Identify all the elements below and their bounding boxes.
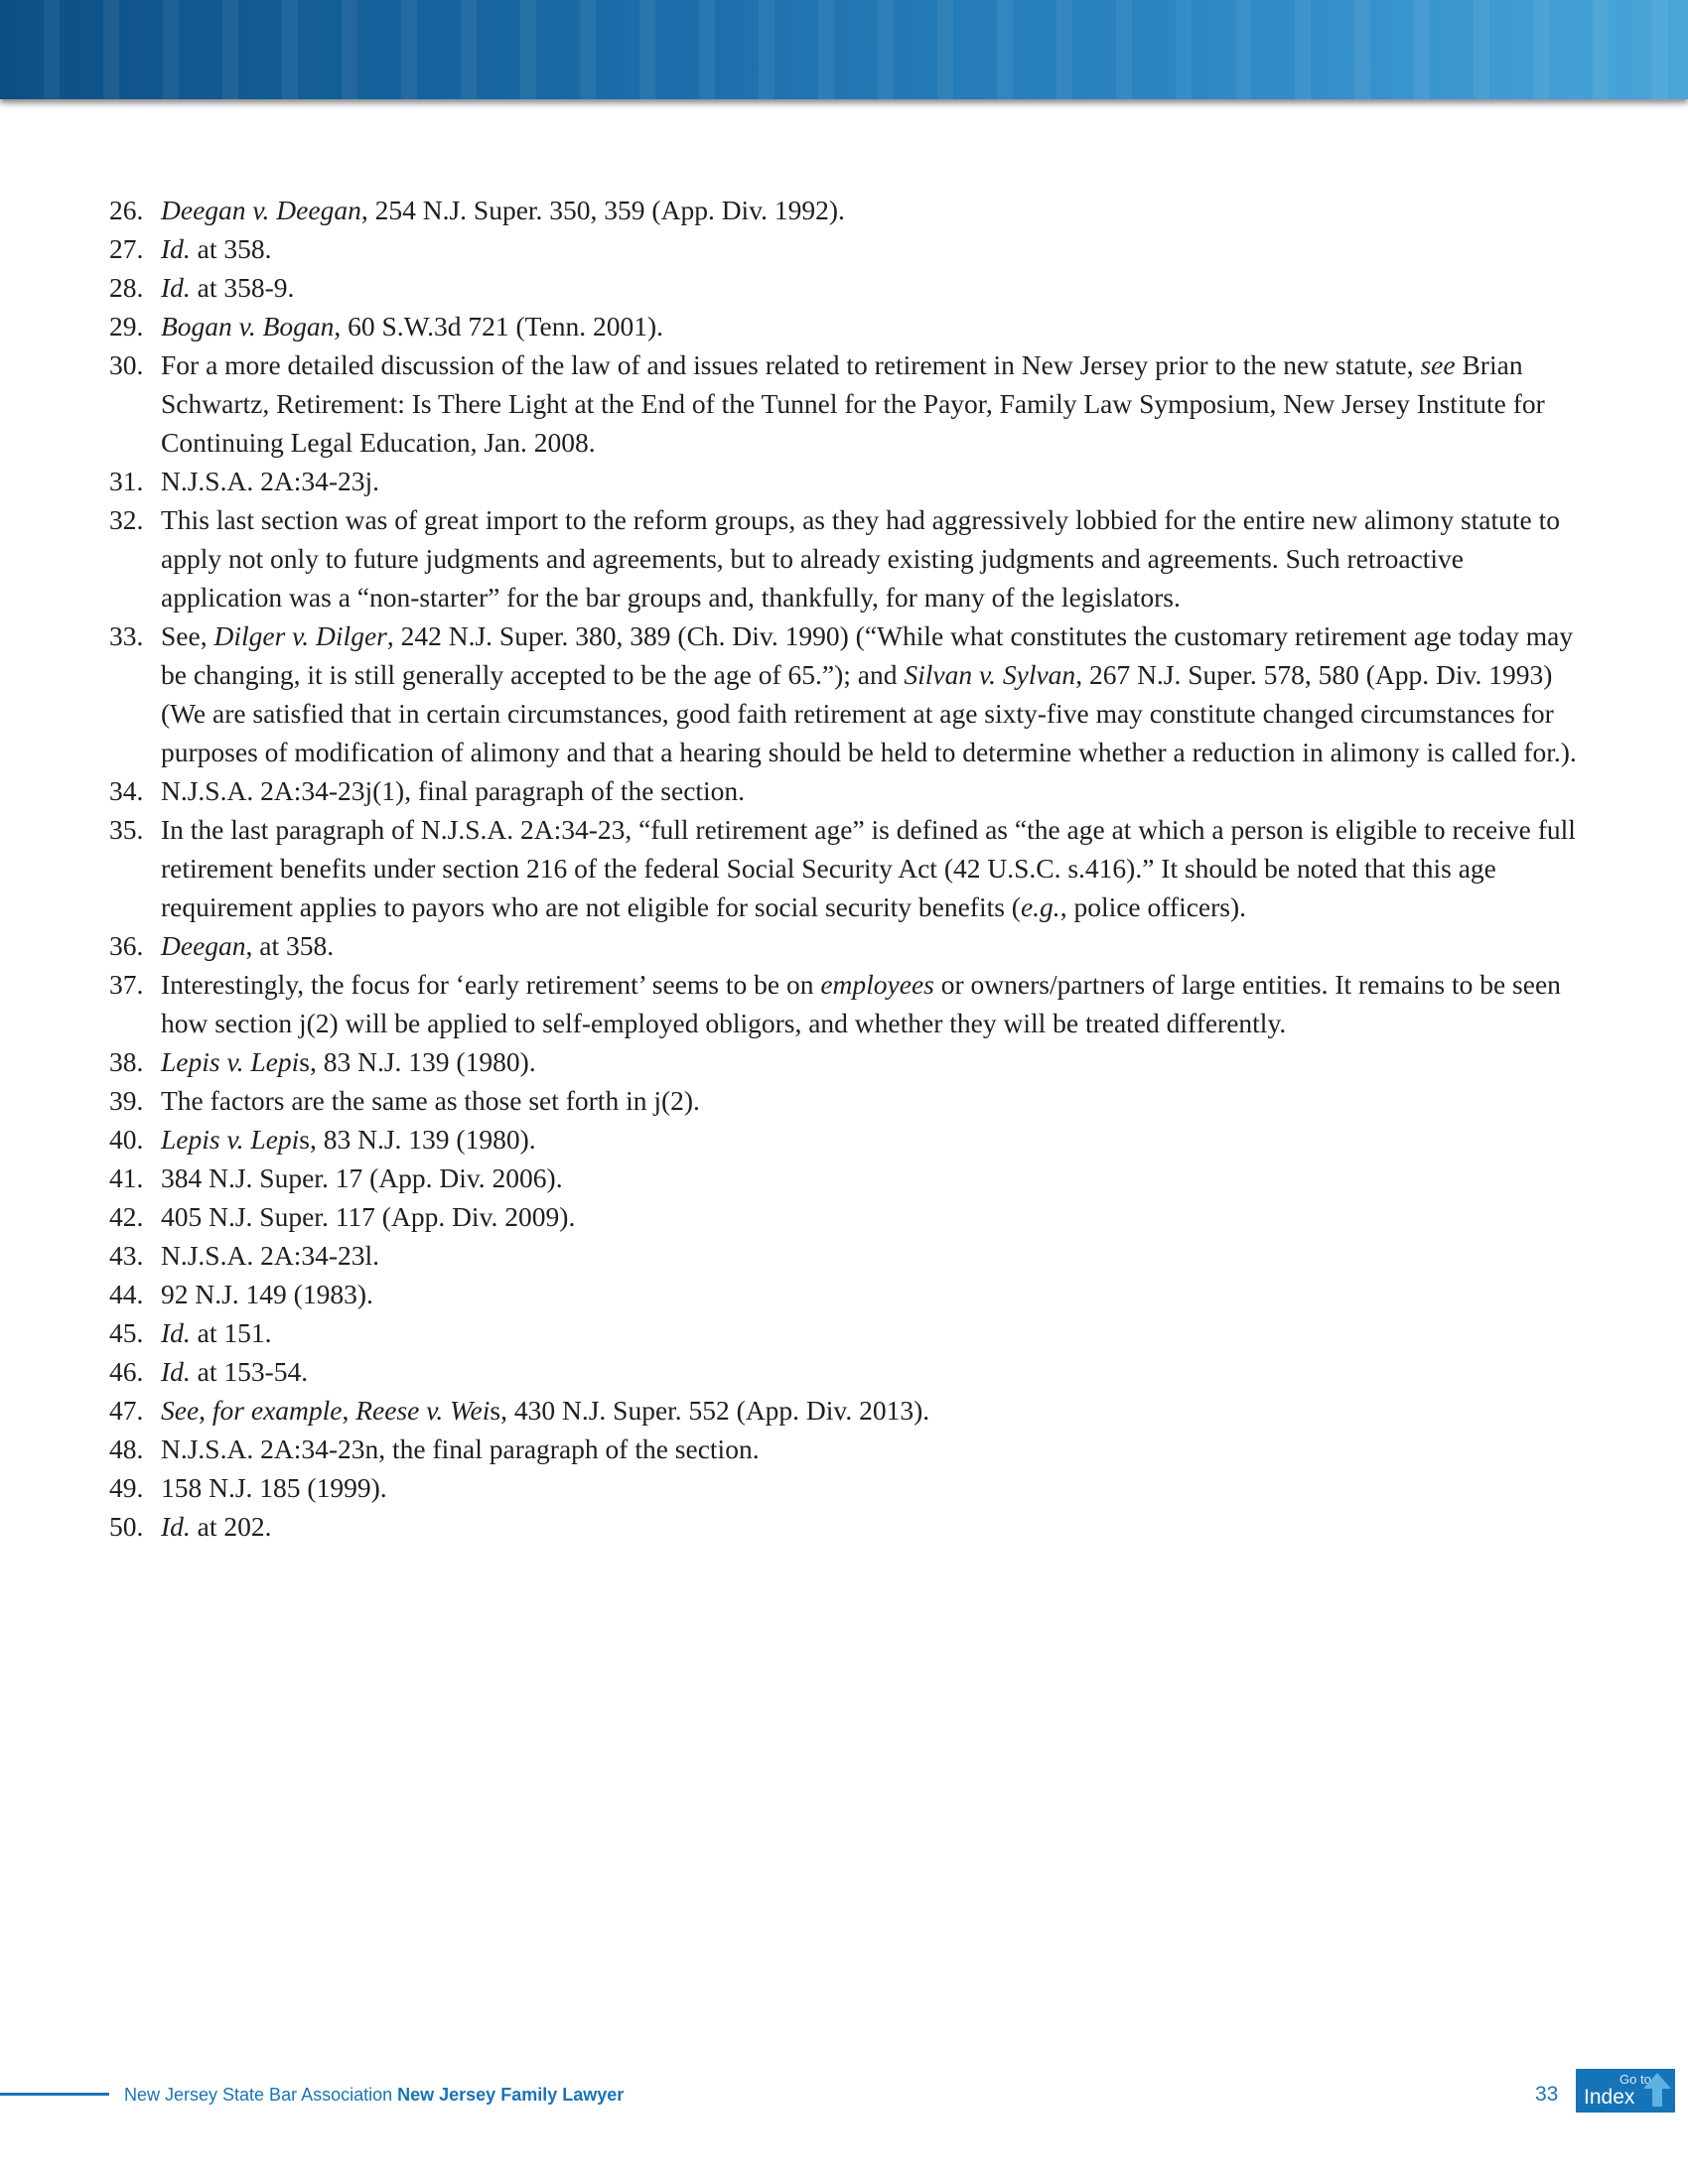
endnote-text-run: 405 N.J. Super. 117 (App. Div. 2009). (161, 1201, 576, 1232)
endnote-text-run: N.J.S.A. 2A:34-23n, the final paragraph of the section. (161, 1433, 760, 1464)
endnote-text-run: at 202. (190, 1511, 272, 1542)
endnote-italic-text: Deegan v. Deegan (161, 195, 361, 225)
page-number: 33 (1535, 2083, 1559, 2106)
endnote-item (109, 965, 1589, 1042)
page-footer (0, 2072, 1688, 2119)
endnote-item (109, 1313, 1589, 1352)
footer-rule (0, 2093, 109, 2096)
endnote-italic-text: Dilger v. Dilger (213, 620, 387, 651)
endnote-number: 27. (109, 233, 144, 264)
endnote-text-run: at 153-54. (190, 1356, 309, 1387)
endnote-item (109, 616, 1589, 771)
endnote-text-run: , 267 N.J. Super. 578, 580 (App. Div. 1993) (We are satisfied that in certain circumstances, good faith retirement at age sixty-five may constitute changed circumstances for purposes of modification of alimony and that a hearing should be held to determine whether a reduction in alimony is called for.). (161, 659, 1577, 767)
endnote-text (161, 1159, 1589, 1197)
endnote-item (109, 1197, 1589, 1236)
endnote-text-run: Brian Schwartz, Retirement: Is There Light at the End of the Tunnel for the Payor, Family Law Symposium, New Jersey Institute for Continuing Legal Education, Jan. 2008. (161, 349, 1545, 458)
endnote-item (109, 268, 1589, 307)
endnote-text-run: at 151. (190, 1317, 272, 1348)
endnote-text-run: at 358-9. (190, 272, 295, 303)
endnote-italic-text: Lepis v. Lepi (161, 1124, 300, 1155)
endnote-number: 40. (109, 1124, 144, 1155)
endnote-number: 38. (109, 1046, 144, 1077)
endnote-item (109, 1159, 1589, 1197)
endnote-number: 45. (109, 1317, 144, 1348)
endnote-text-run: , 254 N.J. Super. 350, 359 (App. Div. 1992). (360, 195, 845, 225)
endnote-text-run: N.J.S.A. 2A:34-23j(1), final paragraph of the section. (161, 775, 746, 806)
endnote-text-run: , police officers). (1059, 891, 1247, 922)
endnote-text-run: s, 83 N.J. 139 (1980). (299, 1046, 536, 1077)
endnote-number: 32. (109, 504, 144, 535)
endnote-item (109, 307, 1589, 345)
endnote-text (161, 1120, 1589, 1159)
endnote-text (161, 462, 1589, 500)
endnote-text (161, 1197, 1589, 1236)
endnote-text (161, 1430, 1589, 1468)
endnote-text (161, 1313, 1589, 1352)
endnote-text-run: N.J.S.A. 2A:34-23j. (161, 466, 380, 496)
endnote-number: 46. (109, 1356, 144, 1387)
up-arrow-icon (1641, 2071, 1673, 2109)
endnote-item (109, 1391, 1589, 1430)
endnote-number: 28. (109, 272, 144, 303)
endnote-item (109, 345, 1589, 462)
endnote-item (109, 1275, 1589, 1313)
endnote-text (161, 1468, 1589, 1507)
endnote-italic-text: Id. (161, 1356, 191, 1387)
endnote-italic-text: Id. (161, 233, 191, 264)
endnote-italic-text: Silvan v. Sylvan (904, 659, 1076, 690)
endnote-text (161, 810, 1589, 926)
endnote-text (161, 965, 1589, 1042)
endnote-number: 36. (109, 930, 144, 961)
endnote-number: 44. (109, 1279, 144, 1309)
endnote-item (109, 926, 1589, 965)
endnote-text (161, 1391, 1589, 1430)
endnote-item (109, 462, 1589, 500)
endnote-text-run: This last section was of great import to the reform groups, as they had aggressively lobbied for the entire new alimony statute to apply not only to future judgments and agreements, but to already existing judgments and agreements. Such retroactive application was a “non-starter” for the bar groups and, thankfully, for many of the legislators. (161, 504, 1561, 613)
endnote-number: 47. (109, 1395, 144, 1426)
endnote-item (109, 1430, 1589, 1468)
endnote-italic-text: Bogan v. Bogan (161, 311, 335, 341)
endnote-text-run: or owners/partners of large entities. It remains to be seen how section j(2) will be applied to self-employed obligors, and whether they will be treated differently. (161, 969, 1561, 1038)
endnote-text-run: 92 N.J. 149 (1983). (161, 1279, 373, 1309)
endnote-number: 39. (109, 1085, 144, 1116)
endnote-number: 50. (109, 1511, 144, 1542)
endnote-text (161, 345, 1589, 462)
endnote-item (109, 500, 1589, 616)
endnote-text-run: s, 430 N.J. Super. 552 (App. Div. 2013). (490, 1395, 930, 1426)
top-banner (0, 0, 1688, 99)
endnote-item (109, 191, 1589, 229)
endnote-text-run: 158 N.J. 185 (1999). (161, 1472, 387, 1503)
endnote-text (161, 191, 1589, 229)
go-to-label: Go to (1619, 2072, 1651, 2087)
endnote-text-run: The factors are the same as those set forth in j(2). (161, 1085, 700, 1116)
endnote-text-run: For a more detailed discussion of the law of and issues related to retirement in New Jersey prior to the new statute, (161, 349, 1421, 380)
endnote-text (161, 1081, 1589, 1120)
endnote-item (109, 771, 1589, 810)
endnote-text-run: In the last paragraph of N.J.S.A. 2A:34-23, “full retirement age” is defined as “the age at which a person is eligible to receive full retirement benefits under section 216 of the federal Social Security Act (42 U.S.C. s.416).” It should be noted that this age requirement applies to payors who are not eligible for social security benefits ( (161, 814, 1576, 922)
endnote-number: 43. (109, 1240, 144, 1271)
endnote-text-run: 384 N.J. Super. 17 (App. Div. 2006). (161, 1162, 563, 1193)
endnote-item (109, 1468, 1589, 1507)
endnote-number: 49. (109, 1472, 144, 1503)
endnote-number: 31. (109, 466, 144, 496)
endnotes-list (109, 191, 1589, 1546)
footer-publication-title: New Jersey Family Lawyer (397, 2085, 625, 2105)
endnote-text-run: , at 358. (245, 930, 335, 961)
endnote-number: 34. (109, 775, 144, 806)
endnote-item (109, 1352, 1589, 1391)
go-to-index-button[interactable] (1576, 2069, 1675, 2113)
endnote-italic-text: Id. (161, 1511, 191, 1542)
endnote-number: 30. (109, 349, 144, 380)
endnote-number: 35. (109, 814, 144, 845)
endnote-italic-text: Reese v. Wei (355, 1395, 491, 1426)
endnote-text (161, 307, 1589, 345)
endnote-italic-text: employees (820, 969, 934, 1000)
endnote-text-run: , 60 S.W.3d 721 (Tenn. 2001). (334, 311, 664, 341)
endnote-italic-text: Deegan (161, 930, 246, 961)
endnote-text-run: Interestingly, the focus for ‘early retirement’ seems to be on (161, 969, 821, 1000)
endnote-text-run: See, (161, 620, 214, 651)
endnote-text-run: , (342, 1395, 356, 1426)
endnote-text (161, 1352, 1589, 1391)
endnote-text (161, 500, 1589, 616)
endnote-italic-text: see (1420, 349, 1456, 380)
endnote-italic-text: Id. (161, 272, 191, 303)
endnote-item (109, 1507, 1589, 1546)
endnote-text (161, 1236, 1589, 1275)
endnote-number: 42. (109, 1201, 144, 1232)
footer-publisher: New Jersey State Bar Association (124, 2085, 398, 2105)
endnote-text (161, 229, 1589, 268)
endnote-number: 37. (109, 969, 144, 1000)
endnote-number: 29. (109, 311, 144, 341)
endnote-text-run: s, 83 N.J. 139 (1980). (299, 1124, 536, 1155)
endnote-italic-text: See, for example (161, 1395, 343, 1426)
endnote-text (161, 268, 1589, 307)
endnote-number: 33. (109, 620, 144, 651)
endnote-item (109, 1042, 1589, 1081)
endnote-number: 26. (109, 195, 144, 225)
endnote-item (109, 1236, 1589, 1275)
endnote-number: 41. (109, 1162, 144, 1193)
endnote-item (109, 1120, 1589, 1159)
endnote-item (109, 810, 1589, 926)
endnote-text (161, 616, 1589, 771)
endnote-number: 48. (109, 1433, 144, 1464)
endnote-text (161, 1042, 1589, 1081)
endnote-text (161, 1275, 1589, 1313)
endnote-item (109, 1081, 1589, 1120)
endnote-text (161, 771, 1589, 810)
endnote-text-run: at 358. (190, 233, 272, 264)
endnote-italic-text: Id. (161, 1317, 191, 1348)
index-label: Index (1584, 2086, 1635, 2109)
footer-publication-line (124, 2080, 624, 2110)
endnote-item (109, 229, 1589, 268)
endnote-text-run: N.J.S.A. 2A:34-23l. (161, 1240, 380, 1271)
endnote-italic-text: Lepis v. Lepi (161, 1046, 300, 1077)
endnote-text (161, 1507, 1589, 1546)
endnote-italic-text: e.g. (1020, 891, 1060, 922)
endnote-text-run: , 242 N.J. Super. 380, 389 (Ch. Div. 1990) (“While what constitutes the customary retirement age today may be changing, it is still generally accepted to be the age of 65.”); and (161, 620, 1574, 690)
endnote-text (161, 926, 1589, 965)
